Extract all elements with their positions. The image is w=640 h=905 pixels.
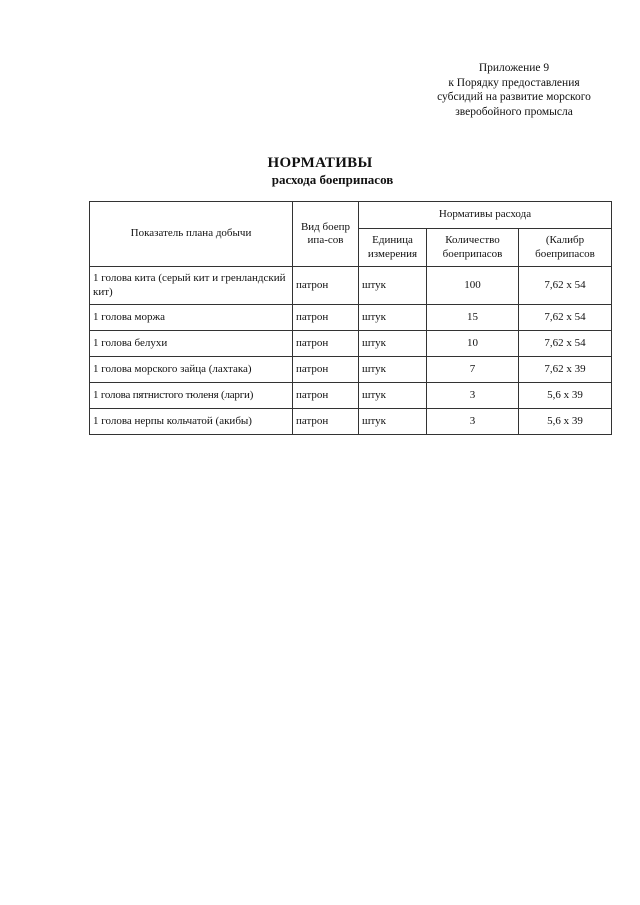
table-row xyxy=(90,383,612,409)
header-unit: Единица измерения xyxy=(359,229,427,267)
appendix-note xyxy=(408,61,620,119)
cell-unit: штук xyxy=(359,383,427,409)
header-caliber: (Калибр боеприпасов xyxy=(519,229,612,267)
cell-quantity: 100 xyxy=(427,267,519,305)
cell-unit: штук xyxy=(359,409,427,435)
cell-unit: штук xyxy=(359,305,427,331)
document-title xyxy=(0,155,640,188)
appendix-line: субсидий на развитие морского xyxy=(437,91,591,103)
table-row xyxy=(90,331,612,357)
cell-caliber: 5,6 х 39 xyxy=(519,383,612,409)
header-quantity: Количество боеприпасов xyxy=(427,229,519,267)
cell-unit: штук xyxy=(359,331,427,357)
appendix-line: к Порядку предоставления xyxy=(448,76,580,89)
cell-caliber: 7,62 х 54 xyxy=(519,267,612,305)
cell-indicator: 1 голова кита (серый кит и гренландский кит) xyxy=(90,267,293,305)
cell-ammo: патрон xyxy=(293,357,359,383)
cell-quantity: 3 xyxy=(427,409,519,435)
cell-ammo: патрон xyxy=(293,331,359,357)
table-row xyxy=(90,305,612,331)
header-norms-group: Нормативы расхода xyxy=(359,202,612,229)
cell-quantity: 15 xyxy=(427,305,519,331)
cell-caliber: 7,62 х 54 xyxy=(519,331,612,357)
appendix-line: Приложение 9 xyxy=(478,62,550,74)
cell-unit: штук xyxy=(359,267,427,305)
table-row xyxy=(90,357,612,383)
header-indicator: Показатель плана добычи xyxy=(90,202,293,267)
header-ammo-type xyxy=(293,202,359,267)
cell-ammo: патрон xyxy=(293,383,359,409)
appendix-line: зверобойного промысла xyxy=(455,105,573,118)
table-row xyxy=(90,409,612,435)
cell-indicator: 1 голова морского зайца (лахтака) xyxy=(90,357,293,383)
title-sub: расхода боеприпасов xyxy=(271,172,394,187)
cell-ammo: патрон xyxy=(293,267,359,305)
header-ammo-type-text: Вид боеприпа-сов xyxy=(300,220,351,246)
cell-caliber: 5,6 х 39 xyxy=(519,409,612,435)
table-row xyxy=(90,267,612,305)
cell-ammo: патрон xyxy=(293,409,359,435)
cell-indicator: 1 голова белухи xyxy=(90,331,293,357)
cell-caliber: 7,62 х 54 xyxy=(519,305,612,331)
cell-indicator: 1 голова моржа xyxy=(90,305,293,331)
title-main: НОРМАТИВЫ xyxy=(267,155,373,171)
norms-table xyxy=(89,201,612,435)
cell-quantity: 7 xyxy=(427,357,519,383)
cell-caliber: 7,62 х 39 xyxy=(519,357,612,383)
cell-indicator: 1 голова пятнистого тюленя (ларги) xyxy=(90,383,293,409)
cell-ammo: патрон xyxy=(293,305,359,331)
cell-indicator: 1 голова нерпы кольчатой (акибы) xyxy=(90,409,293,435)
cell-unit: штук xyxy=(359,357,427,383)
cell-quantity: 3 xyxy=(427,383,519,409)
cell-quantity: 10 xyxy=(427,331,519,357)
